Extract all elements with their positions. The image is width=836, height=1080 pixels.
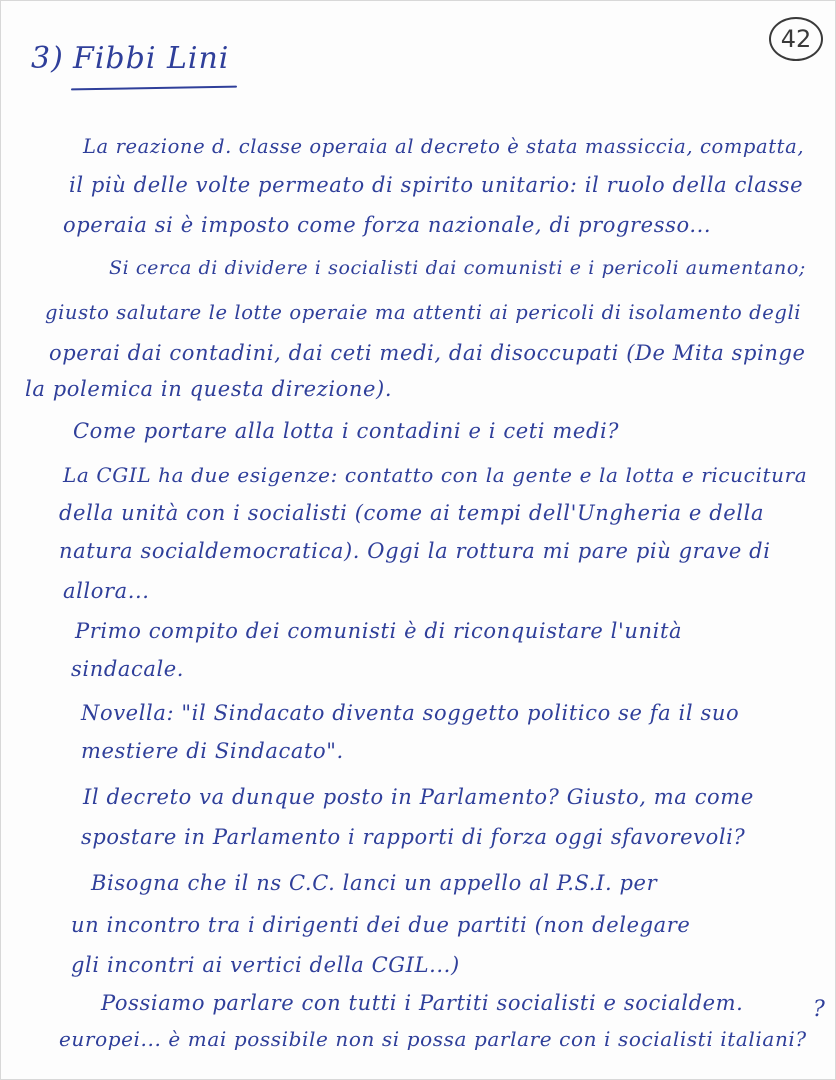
line-2: il più delle volte permeato di spirito unitario: il ruolo della classe	[69, 173, 804, 197]
line-15: Novella: "il Sindacato diventa soggetto politico se fa il suo	[81, 701, 740, 725]
line-6: operai dai contadini, dai ceti medi, dai disoccupati (De Mita spinge	[49, 341, 806, 365]
margin-question-mark: ?	[813, 997, 825, 1022]
line-22: Possiamo parlare con tutti i Partiti socialisti e socialdem.	[101, 991, 744, 1015]
line-13: Primo compito dei comunisti è di riconquistare l'unità	[75, 619, 683, 643]
line-18: spostare in Parlamento i rapporti di forza oggi sfavorevoli?	[81, 825, 746, 849]
line-16: mestiere di Sindacato".	[81, 739, 344, 763]
line-1: La reazione d. classe operaia al decreto è stata massiccia, compatta,	[83, 135, 805, 158]
line-14: sindacale.	[71, 657, 185, 681]
line-19: Bisogna che il ns C.C. lanci un appello al P.S.I. per	[91, 871, 658, 895]
line-12: allora...	[63, 579, 150, 603]
line-7: la polemica in questa direzione).	[25, 377, 393, 401]
line-8: Come portare alla lotta i contadini e i ceti medi?	[73, 419, 620, 443]
line-9: La CGIL ha due esigenze: contatto con la gente e la lotta e ricucitura	[63, 463, 808, 487]
line-23: europei... è mai possibile non si possa parlare con i socialisti italiani?	[59, 1027, 807, 1051]
page-number: 42	[769, 17, 823, 61]
line-11: natura socialdemocratica). Oggi la rottura mi pare più grave di	[59, 539, 771, 563]
heading-label: 3)	[31, 41, 64, 76]
line-3: operaia si è imposto come forza nazionale, di progresso...	[63, 213, 712, 237]
line-5: giusto salutare le lotte operaie ma attenti ai pericoli di isolamento degli	[45, 301, 802, 324]
heading-underline	[71, 86, 237, 91]
heading-title: Fibbi Lini	[73, 41, 230, 76]
line-4: Si cerca di dividere i socialisti dai comunisti e i pericoli aumentano;	[109, 257, 806, 279]
line-21: gli incontri ai vertici della CGIL...)	[71, 953, 460, 977]
line-20: un incontro tra i dirigenti dei due partiti (non delegare	[71, 913, 691, 937]
line-17: Il decreto va dunque posto in Parlamento? Giusto, ma come	[83, 785, 754, 809]
line-10: della unità con i socialisti (come ai tempi dell'Ungheria e della	[59, 501, 765, 525]
